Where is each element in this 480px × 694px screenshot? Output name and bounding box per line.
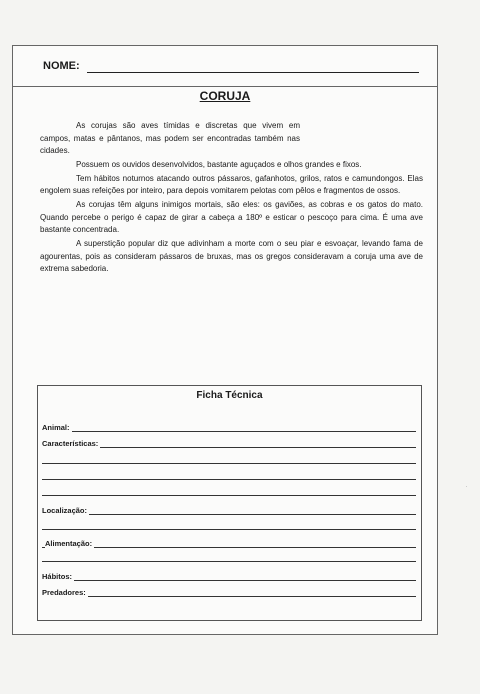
answer-line: [42, 547, 416, 548]
paragraph-1: As corujas são aves tímidas e discretas que vivem em campos, matas e pântanos, mas podem ser encontradas também nas cidades.: [40, 121, 300, 156]
answer-line: [42, 580, 416, 581]
scan-speck: [466, 486, 467, 487]
predadores-field[interactable]: [42, 585, 416, 597]
localizacao-label: Localização:: [42, 506, 88, 515]
worksheet: [12, 45, 438, 635]
paragraph-3: Tem hábitos noturnos atacando outros pássaros, gafanhotos, grilos, ratos e camundongos. Elas engolem suas refeições por inteiro, para depois vomitarem pelotas com pêlos e fragmentos de ossos.: [40, 173, 423, 196]
animal-field[interactable]: [42, 420, 416, 432]
caracteristicas-field[interactable]: [42, 436, 416, 448]
name-row: [13, 46, 437, 87]
ficha-tecnica: [37, 385, 422, 621]
alimentacao-label: Alimentação:: [45, 539, 93, 548]
answer-line[interactable]: [42, 529, 416, 530]
answer-line: [42, 596, 416, 597]
answer-line[interactable]: [42, 463, 416, 464]
page-title: CORUJA: [199, 89, 251, 103]
predadores-label: Predadores:: [42, 588, 86, 597]
name-line[interactable]: [87, 72, 419, 73]
habitos-field[interactable]: [42, 569, 416, 581]
habitos-label: Hábitos:: [42, 572, 72, 581]
answer-line[interactable]: [42, 495, 416, 496]
answer-line: [42, 514, 416, 515]
paragraph-4: As corujas têm alguns inimigos mortais, são eles: os gaviões, as cobras e os gatos do mato. Quando percebe o perigo é capaz de girar a cabeça a 180º e esticar o pescoço para cima. É uma ave bastante concentrada.: [40, 200, 423, 235]
paragraph-2: Possuem os ouvidos desenvolvidos, bastante aguçados e olhos grandes e fixos.: [76, 159, 362, 169]
name-label: NOME:: [43, 60, 80, 72]
answer-line[interactable]: [42, 479, 416, 480]
animal-label: Animal:: [42, 423, 70, 432]
alimentacao-field[interactable]: [42, 536, 416, 548]
ficha-title: Ficha Técnica: [196, 390, 263, 401]
caracteristicas-label: Características:: [42, 439, 99, 448]
answer-line[interactable]: [42, 561, 416, 562]
answer-line: [42, 431, 416, 432]
localizacao-field[interactable]: [42, 503, 416, 515]
article-text: [40, 120, 423, 277]
paragraph-5: A superstição popular diz que adivinham a morte com o seu piar e esvoaçar, levando fama de agourentas, pois as consideram pássaros de bruxas, mas os gregos consideravam a coruja uma ave de extrema sabedoria.: [40, 239, 423, 274]
